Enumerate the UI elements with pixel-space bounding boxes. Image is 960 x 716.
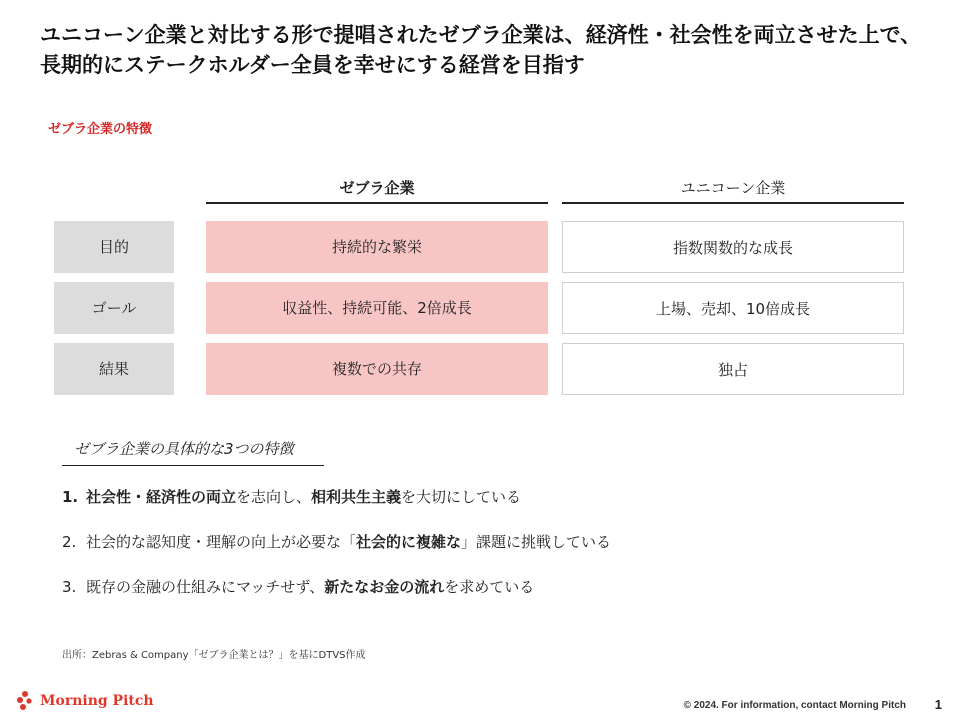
page-title: ユニコーン企業と対比する形で提唱されたゼブラ企業は、経済性・社会性を両立させた上で、長期的にステークホルダー全員を幸せにする経営を目指す <box>40 23 922 77</box>
feature-item <box>62 486 922 531</box>
feature-text: 既存の金融の仕組みにマッチせず、 <box>86 578 325 596</box>
feature-text: を志向し、 <box>236 488 312 506</box>
column-header-unicorn: ユニコーン企業 <box>562 174 904 204</box>
section-label: ゼブラ企業の特徴 <box>48 122 153 137</box>
feature-item <box>62 531 922 576</box>
morning-pitch-logo <box>16 686 154 716</box>
feature-number: 3. <box>62 578 77 596</box>
copyright-footer: © 2024. For information, contact Morning Pitch <box>683 700 906 711</box>
feature-number: 1. <box>62 488 79 506</box>
morning-pitch-logo-icon <box>16 690 34 712</box>
column-header-zebra: ゼブラ企業 <box>206 174 548 204</box>
cell-unicorn-purpose: 指数関数的な成長 <box>562 221 904 273</box>
cell-zebra-purpose: 持続的な繁栄 <box>206 221 548 273</box>
feature-text: 社会的な認知度・理解の向上が必要な「 <box>86 533 357 551</box>
feature-text: を求めている <box>444 578 535 596</box>
source-note: 出所：Zebras & Company「ゼブラ企業とは？」を基にDTVS作成 <box>62 650 366 661</box>
feature-item <box>62 576 922 621</box>
page-number: 1 <box>934 697 942 712</box>
cell-unicorn-result: 独占 <box>562 343 904 395</box>
feature-emphasis: 社会的に複雑な <box>356 533 462 551</box>
feature-emphasis: 社会性・経済性の両立 <box>86 488 237 506</box>
cell-zebra-goal: 収益性、持続可能、2倍成長 <box>206 282 548 334</box>
feature-emphasis: 新たなお金の流れ <box>324 578 445 596</box>
feature-text: 」課題に挑戦している <box>461 533 612 551</box>
cell-unicorn-goal: 上場、売却、10倍成長 <box>562 282 904 334</box>
cell-zebra-result: 複数での共存 <box>206 343 548 395</box>
row-label-purpose: 目的 <box>54 221 174 273</box>
features-title: ゼブラ企業の具体的な3つの特徴 <box>62 438 324 466</box>
row-label-result: 結果 <box>54 343 174 395</box>
feature-emphasis: 相利共生主義 <box>311 488 402 506</box>
logo-text: Morning Pitch <box>40 693 154 709</box>
features-list <box>62 486 922 621</box>
feature-number: 2. <box>62 533 77 551</box>
row-label-goal: ゴール <box>54 282 174 334</box>
feature-text: を大切にしている <box>401 488 522 506</box>
